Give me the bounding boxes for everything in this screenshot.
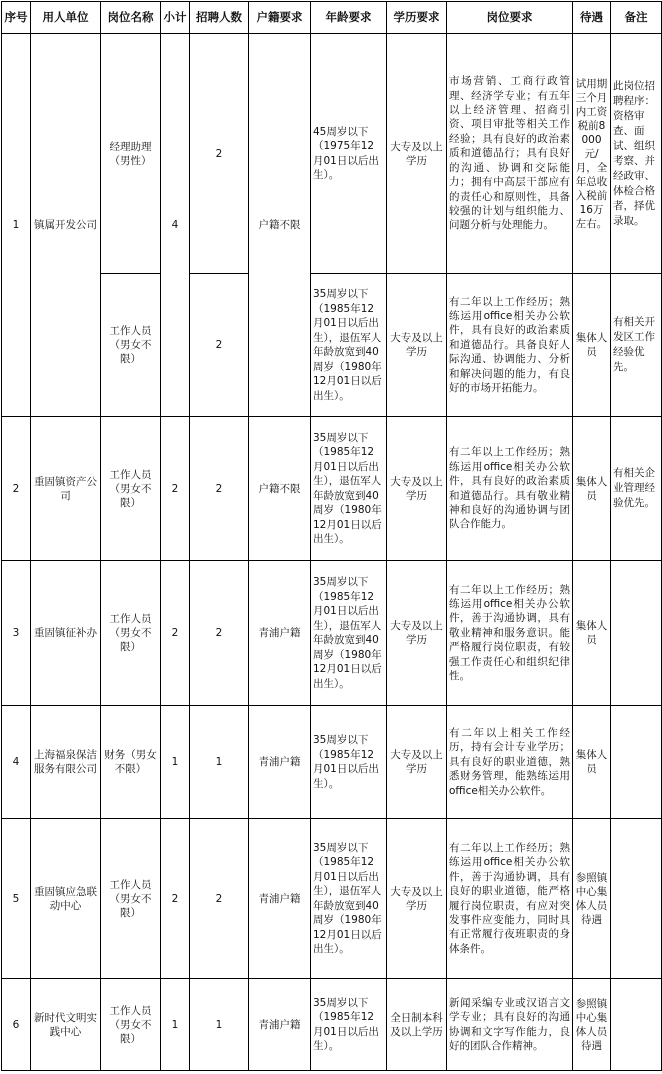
age-cell: 35周岁以下（1985年12月01日以后出生）。 [311,979,387,1071]
count-cell: 1 [190,979,249,1071]
count-cell: 2 [190,274,249,417]
requirement-cell: 有二年以上相关工作经历，持有会计专业学历；具有良好的职业道德，熟悉财务管理，能熟练运用office相关办公软件。 [447,706,573,819]
position-cell: 工作人员（男女不限） [101,819,161,979]
remark-cell: 有相关开发区工作经验优先。 [611,274,662,417]
hukou-cell: 青浦户籍 [249,706,311,819]
education-cell: 大专及以上学历 [387,706,447,819]
seq-cell: 4 [2,706,31,819]
count-cell: 2 [190,34,249,274]
header-seq: 序号 [2,2,31,34]
seq-cell: 6 [2,979,31,1071]
employer-cell: 重固镇征补办 [31,561,101,706]
requirement-cell: 新闻采编专业或汉语言文学专业；具有良好的沟通协调和文字写作能力，良好的团队合作精神。 [447,979,573,1071]
subtotal-cell: 2 [161,819,190,979]
header-employer: 用人单位 [31,2,101,34]
remark-cell [611,706,662,819]
header-count: 招聘人数 [190,2,249,34]
requirement-cell: 有二年以上工作经历；熟练运用office相关办公软件，具有良好的政治素质和道德品行。具备良好人际沟通、协调能力、分析和解决问题的能力，有良好的市场开拓能力。 [447,274,573,417]
hukou-cell: 青浦户籍 [249,819,311,979]
treatment-cell: 试用期三个月内工资税前8000元/月，全年总收入税前16万左右。 [573,34,611,274]
remark-cell: 有相关企业管理经验优先。 [611,417,662,561]
treatment-cell: 集体人员 [573,706,611,819]
employer-cell: 重固镇应急联动中心 [31,819,101,979]
subtotal-cell: 2 [161,417,190,561]
hukou-cell: 青浦户籍 [249,979,311,1071]
remark-cell [611,561,662,706]
hukou-cell: 户籍不限 [249,34,311,417]
header-subtotal: 小计 [161,2,190,34]
age-cell: 45周岁以下（1975年12月01日以后出生）。 [311,34,387,274]
position-cell: 工作人员（男女不限） [101,979,161,1071]
header-row [2,2,662,34]
header-hukou: 户籍要求 [249,2,311,34]
requirement-cell: 有二年以上工作经历；熟练运用office相关办公软件，善于沟通协调，具有良好的职业道德，能严格履行岗位职责，有应对突发事件应变能力，同时具有正常履行夜班职责的身体条件。 [447,819,573,979]
age-cell: 35周岁以下（1985年12月01日以后出生）。 [311,706,387,819]
hukou-cell: 户籍不限 [249,417,311,561]
position-cell: 财务（男女不限） [101,706,161,819]
education-cell: 大专及以上学历 [387,417,447,561]
subtotal-cell: 1 [161,706,190,819]
header-requirement: 岗位要求 [447,2,573,34]
education-cell: 大专及以上学历 [387,819,447,979]
header-treatment: 待遇 [573,2,611,34]
treatment-cell: 参照镇中心集体人员待遇 [573,819,611,979]
table-row [2,34,662,274]
header-age: 年龄要求 [311,2,387,34]
age-cell: 35周岁以下（1985年12月01日以后出生），退伍军人年龄放宽到40周岁（1980年12月01日以后出生）。 [311,417,387,561]
table-row [2,274,662,417]
employer-cell: 重固镇资产公司 [31,417,101,561]
remark-cell [611,979,662,1071]
table-row [2,417,662,561]
seq-cell: 3 [2,561,31,706]
count-cell: 2 [190,819,249,979]
treatment-cell: 集体人员 [573,561,611,706]
requirement-cell: 市场营销、工商行政管理、经济学专业；有五年以上经济管理、招商引资、项目审批等相关工作经验；具有良好的政治素质和道德品行；具有良好的沟通、协调和交际能力；拥有中高层干部应有的责任心和原则性，具备较强的计划与组织能力、问题分析与处理能力。 [447,34,573,274]
education-cell: 大专及以上学历 [387,34,447,274]
position-cell: 工作人员（男女不限） [101,561,161,706]
position-cell: 工作人员（男女不限） [101,274,161,417]
remark-cell [611,819,662,979]
table-row [2,819,662,979]
count-cell: 1 [190,706,249,819]
employer-cell: 上海福泉保洁服务有限公司 [31,706,101,819]
requirement-cell: 有二年以上工作经历；熟练运用office相关办公软件，善于沟通协调，具有敬业精神和服务意识。能严格履行岗位职责，有较强工作责任心和组织纪律性。 [447,561,573,706]
seq-cell: 5 [2,819,31,979]
hukou-cell: 青浦户籍 [249,561,311,706]
education-cell: 全日制本科及以上学历 [387,979,447,1071]
subtotal-cell: 2 [161,561,190,706]
employer-cell: 新时代文明实践中心 [31,979,101,1071]
age-cell: 35周岁以下（1985年12月01日以后出生），退伍军人年龄放宽到40周岁（1980年12月01日以后出生）。 [311,819,387,979]
education-cell: 大专及以上学历 [387,274,447,417]
table-row [2,706,662,819]
requirement-cell: 有二年以上工作经历；熟练运用office相关办公软件，具有良好的政治素质和道德品行。具有敬业精神和良好的沟通协调与团队合作能力。 [447,417,573,561]
recruitment-table [1,1,662,1071]
seq-cell: 2 [2,417,31,561]
position-cell: 经理助理（男性） [101,34,161,274]
seq-cell: 1 [2,34,31,417]
table-row [2,979,662,1071]
header-education: 学历要求 [387,2,447,34]
table-row [2,561,662,706]
treatment-cell: 集体人员 [573,417,611,561]
subtotal-cell: 4 [161,34,190,417]
age-cell: 35周岁以下（1985年12月01日以后出生），退伍军人年龄放宽到40周岁（1980年12月01日以后出生）。 [311,274,387,417]
position-cell: 工作人员（男女不限） [101,417,161,561]
treatment-cell: 集体人员 [573,274,611,417]
treatment-cell: 参照镇中心集体人员待遇 [573,979,611,1071]
age-cell: 35周岁以下（1985年12月01日以后出生），退伍军人年龄放宽到40周岁（1980年12月01日以后出生）。 [311,561,387,706]
header-position: 岗位名称 [101,2,161,34]
education-cell: 大专及以上学历 [387,561,447,706]
subtotal-cell: 1 [161,979,190,1071]
employer-cell: 镇属开发公司 [31,34,101,417]
remark-cell: 此岗位招聘程序：资格审查、面试、组织考察、并经政审、体检合格者，择优录取。 [611,34,662,274]
count-cell: 2 [190,417,249,561]
header-remark: 备注 [611,2,662,34]
count-cell: 2 [190,561,249,706]
